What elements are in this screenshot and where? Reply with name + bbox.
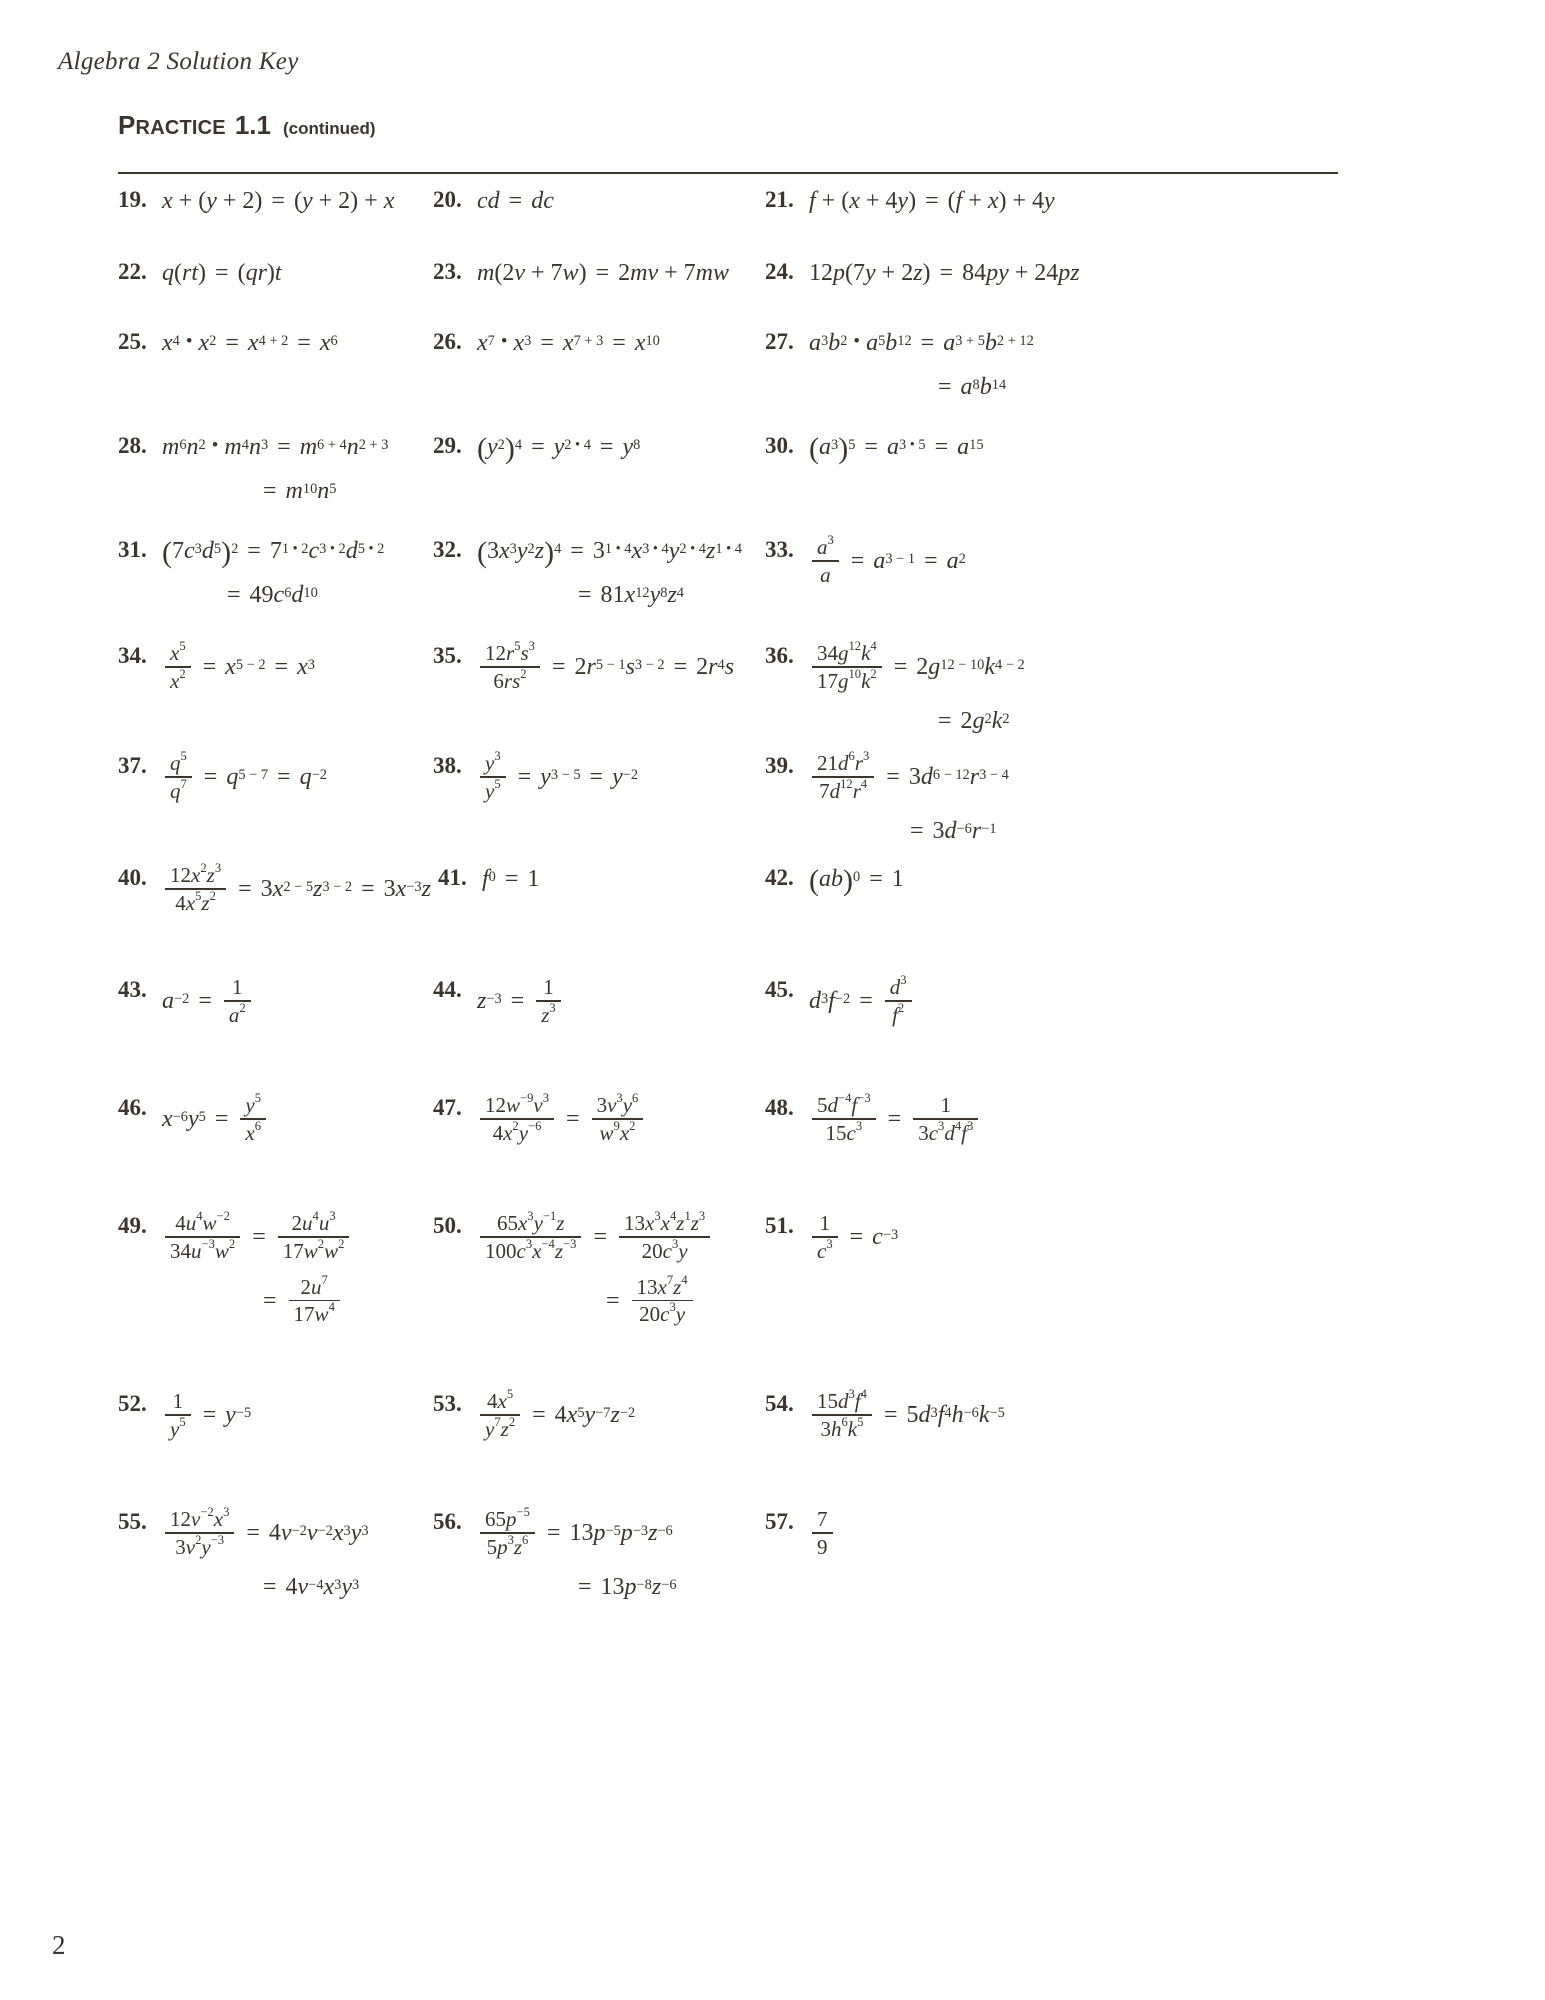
solution-line: = 4 v $^{-4}$ x $^3$ y $^3$: [263, 1573, 360, 1600]
problem-number: 36.: [765, 643, 794, 668]
problem-number: 25.: [118, 329, 147, 354]
solution-line: = 81 x $^{12}$ y $^8$ z $^4$: [578, 582, 684, 608]
problem-number: 30.: [765, 433, 794, 458]
problem-body: [477, 432, 641, 465]
solution-line: $\frac{a^3}{a}$ = a $^{3 - 1}$ = a $^2$: [809, 536, 966, 586]
fraction: $\frac{1}{y^5}$: [165, 1390, 191, 1440]
problem-number: 54.: [765, 1391, 794, 1416]
solution-line: = 13 p $^{-8}$ z $^{-6}$: [578, 1573, 677, 1600]
page-number: 2: [52, 1930, 66, 1960]
solution-line: $\frac{12v^{-2}x^3}{3v^2y^{-3}}$ = 4 v $^{-2}$ v $^{-2}$ x $^3$ y $^3$: [162, 1508, 369, 1558]
practice-label-initial: P: [118, 110, 136, 140]
fraction: $\frac{1}{a^2}$: [224, 976, 251, 1026]
solution-line: x $^7$ • x $^3$ = x $^{7 + 3}$ = x $^{10}$: [477, 330, 660, 356]
problem-25: [118, 328, 338, 358]
problem-27: [765, 328, 1034, 402]
problem-number: 45.: [765, 977, 794, 1002]
fraction: $\frac{21d^6r^3}{7d^{12}r^4}$: [812, 752, 874, 802]
problem-body: [809, 973, 915, 1027]
problem-number: 53.: [433, 1391, 462, 1416]
solution-line: $\frac{4u^4w^{-2}}{34u^{-3}w^2}$ = $\frac{2u^4u^3}{17w^2w^2}$: [162, 1212, 352, 1262]
problem-number: 19.: [118, 187, 147, 212]
problem-number: 22.: [118, 259, 147, 284]
problem-number: 50.: [433, 1213, 462, 1238]
problem-number: 52.: [118, 1391, 147, 1416]
problem-body: [162, 1091, 269, 1145]
solution-line: $\frac{12r^5s^3}{6rs^2}$ = 2 r $^{5 - 1}$ s $^{3 - 2}$ = 2 r $^4$ s: [477, 642, 734, 692]
problem-grid: [0, 186, 1545, 1668]
problem-44: [433, 976, 564, 1026]
problem-38: [433, 749, 639, 803]
problem-21: [765, 186, 1055, 216]
fraction: $\frac{4x^5}{y^7z^2}$: [480, 1390, 520, 1440]
problem-row: [0, 258, 1545, 328]
problem-number: 20.: [433, 187, 462, 212]
problem-37: [118, 749, 327, 803]
problem-body: [477, 1387, 636, 1441]
problem-28: [118, 432, 388, 506]
solution-line: = 3 d $^{-6}$ r $^{-1}$: [910, 817, 997, 844]
problem-number: 27.: [765, 329, 794, 354]
fraction: $\frac{1}{z^3}$: [536, 976, 560, 1026]
problem-body: [162, 432, 388, 506]
solution-line: q ( rt ) = ( qr ) t: [162, 260, 282, 286]
solution-line: ( y $^2$ ) $^4$ = y $^{2 • 4}$ = y $^8$: [477, 432, 641, 465]
solution-line: $\frac{5d^{-4}f^{-3}}{15c^3}$ = $\frac{1}{3c^3d^4f^3}$: [809, 1094, 981, 1144]
solution-line: z $^{-3}$ = $\frac{1}{z^3}$: [477, 976, 564, 1026]
problem-number: 44.: [433, 977, 462, 1002]
solution-line: a $^{-2}$ = $\frac{1}{a^2}$: [162, 976, 254, 1026]
fraction: $\frac{12r^5s^3}{6rs^2}$: [480, 642, 540, 692]
problem-body: [809, 1387, 1005, 1441]
problem-body: [162, 258, 282, 288]
problem-22: [118, 258, 282, 288]
fraction: $\frac{13x^3x^4z^1z^3}{20c^3y}$: [619, 1212, 710, 1262]
problem-body: [477, 749, 639, 803]
problem-number: 46.: [118, 1095, 147, 1120]
solution-line: [809, 1508, 836, 1558]
problem-body: [477, 1091, 646, 1145]
solution-line: = $\frac{13x^7z^4}{20c^3y}$: [477, 1276, 696, 1326]
solution-line: $\frac{12w^{-9}v^3}{4x^2y^{-6}}$ = $\frac{3v^3y^6}{w^9x^2}$: [477, 1094, 646, 1144]
problem-35: [433, 639, 735, 693]
problem-number: 47.: [433, 1095, 462, 1120]
problem-row: [0, 1091, 1545, 1212]
solution-line: cd = dc: [477, 188, 554, 214]
problem-34: [118, 639, 315, 693]
solution-line: x $^4$ • x $^2$ = x $^{4 + 2}$ = x $^6$: [162, 330, 338, 356]
solution-line: $\frac{1}{y^5}$ = y $^{-5}$: [162, 1390, 251, 1440]
problem-number: 31.: [118, 537, 147, 562]
solution-line: $\frac{65x^3y^{-1}z}{100c^3x^{-4}z^{-3}}$ = $\frac{13x^3x^4z^1z^3}{20c^3y}$: [477, 1212, 713, 1262]
solution-line: = 2 g $^2$ k $^2$: [938, 707, 1010, 734]
problem-row: [0, 1209, 1545, 1390]
solution-line: = 49 c $^6$ d $^{10}$: [227, 582, 318, 608]
problem-42: [765, 864, 904, 897]
problem-36: [765, 639, 1025, 736]
solution-line: $\frac{y^3}{y^5}$ = y $^{3 - 5}$ = y $^{-2}$: [477, 752, 638, 802]
problem-row: [0, 1387, 1545, 1508]
fraction: $\frac{5d^{-4}f^{-3}}{15c^3}$: [812, 1094, 876, 1144]
problem-19: [118, 186, 394, 216]
solution-line: m $^6$ n $^2$ • m $^4$ n $^3$ = m $^{6 + 4}$ n $^{2 + 3}$: [162, 434, 389, 460]
continued-label: (continued): [283, 119, 376, 138]
solution-line: = m $^{10}$ n $^5$: [263, 478, 337, 504]
problem-number: 41.: [438, 865, 467, 890]
problem-number: 24.: [765, 259, 794, 284]
problem-number: 55.: [118, 1509, 147, 1534]
solution-line: ( ab ) $^0$ = 1: [809, 864, 904, 897]
problem-26: [433, 328, 660, 358]
problem-number: 42.: [765, 865, 794, 890]
problem-43: [118, 976, 254, 1026]
problem-52: [118, 1390, 251, 1440]
problem-49: [118, 1209, 352, 1327]
problem-23: [433, 258, 729, 288]
solution-line: $\frac{12x^2z^3}{4x^5z^2}$ = 3 x $^{2 - 5}$ z $^{3 - 2}$ = 3 x $^{-3}$ z: [162, 864, 431, 914]
running-head: Algebra 2 Solution Key: [58, 48, 299, 75]
problem-body: [162, 1209, 352, 1327]
problem-body: [477, 186, 554, 216]
problem-body: [477, 1209, 713, 1327]
problem-31: [118, 536, 384, 610]
problem-body: [162, 861, 431, 915]
problem-row: [0, 639, 1545, 752]
solution-line: $\frac{34g^{12}k^4}{17g^{10}k^2}$ = 2 g $^{12 - 10}$ k $^{4 - 2}$: [809, 642, 1025, 692]
problem-32: [433, 536, 742, 610]
problem-number: 49.: [118, 1213, 147, 1238]
problem-number: 34.: [118, 643, 147, 668]
problem-48: [765, 1091, 981, 1145]
problem-body: [809, 186, 1055, 216]
problem-body: [809, 749, 1009, 846]
header-divider: [118, 172, 1338, 174]
problem-number: 56.: [433, 1509, 462, 1534]
problem-46: [118, 1091, 269, 1145]
solution-line: a $^3$ b $^2$ • a $^5$ b $^{12}$ = a $^{3 + 5}$ b $^{2 + 12}$: [809, 330, 1034, 356]
solution-line: f + ( x + 4 y ) = ( f + x ) + 4 y: [809, 188, 1055, 214]
problem-row: [0, 186, 1545, 258]
problem-body: [162, 186, 394, 216]
problem-body: [477, 1505, 677, 1602]
problem-number: 29.: [433, 433, 462, 458]
problem-47: [433, 1091, 646, 1145]
solution-line: $\frac{x^5}{x^2}$ = x $^{5 - 2}$ = x $^3$: [162, 642, 315, 692]
solution-line: x + ( y + 2 ) = ( y + 2 ) + x: [162, 188, 395, 214]
problem-57: [765, 1508, 836, 1558]
fraction: $\frac{1}{c^3}$: [812, 1212, 838, 1262]
problem-50: [433, 1209, 713, 1327]
problem-body: [477, 639, 735, 693]
problem-51: [765, 1212, 898, 1262]
solution-line: = $\frac{2u^7}{17w^4}$: [162, 1276, 343, 1326]
solution-line: $\frac{4x^5}{y^7z^2}$ = 4 x $^5$ y $^{-7}$ z $^{-2}$: [477, 1390, 635, 1440]
problem-number: 38.: [433, 753, 462, 778]
solution-line: ( 3 x $^3$ y $^2$ z ) $^4$ = 3 $^{1 • 4}$ x $^{3 • 4}$ y $^{2 • 4}$ z $^{1 • 4}$: [477, 536, 742, 569]
problem-row: [0, 861, 1545, 976]
problem-row: [0, 749, 1545, 864]
solution-line: $\frac{15d^3f^4}{3h^6k^5}$ = 5 d $^3$ f $^4$ h $^{-6}$ k $^{-5}$: [809, 1390, 1005, 1440]
problem-row: [0, 432, 1545, 536]
problem-20: [433, 186, 554, 216]
problem-body: [162, 536, 384, 610]
fraction: $\frac{12v^{-2}x^3}{3v^2y^{-3}}$: [165, 1508, 234, 1558]
solution-line: = a $^8$ b $^{14}$: [938, 374, 1007, 400]
problem-body: [162, 749, 327, 803]
fraction: $\frac{2u^4u^3}{17w^2w^2}$: [278, 1212, 350, 1262]
problem-row: [0, 328, 1545, 432]
problem-body: [162, 639, 315, 693]
problem-number: 40.: [118, 865, 147, 890]
problem-body: [809, 533, 966, 587]
problem-row: [0, 533, 1545, 642]
problem-body: [162, 1390, 251, 1440]
solution-line: $\frac{q^5}{q^7}$ = q $^{5 - 7}$ = q $^{-2}$: [162, 752, 327, 802]
problem-39: [765, 749, 1009, 846]
solution-line: $\frac{21d^6r^3}{7d^{12}r^4}$ = 3 d $^{6 - 12}$ r $^{3 - 4}$: [809, 752, 1009, 802]
problem-body: [809, 864, 904, 897]
fraction: $\frac{65p^{-5}}{5p^3z^6}$: [480, 1508, 535, 1558]
problem-number: 32.: [433, 537, 462, 562]
problem-56: [433, 1505, 677, 1602]
solution-line: $\frac{65p^{-5}}{5p^3z^6}$ = 13 p $^{-5}$ p $^{-3}$ z $^{-6}$: [477, 1508, 673, 1558]
problem-body: [477, 536, 742, 610]
problem-number: 51.: [765, 1213, 794, 1238]
fraction: $\frac{3v^3y^6}{w^9x^2}$: [592, 1094, 644, 1144]
solution-line: ( a $^3$ ) $^5$ = a $^{3 • 5}$ = a $^{15}$: [809, 432, 984, 465]
problem-body: [162, 1505, 369, 1602]
solution-line: f $^0$ = 1: [482, 866, 540, 892]
solution-line: ( 7 c $^3$ d $^5$ ) $^2$ = 7 $^{1 • 2}$ c $^{3 • 2}$ d $^{5 • 2}$: [162, 536, 385, 569]
problem-body: [162, 976, 254, 1026]
fraction: $\frac{d^3}{f^2}$: [885, 976, 912, 1026]
fraction: $\frac{65x^3y^{-1}z}{100c^3x^{-4}z^{-3}}$: [480, 1212, 581, 1262]
problem-40: [118, 861, 431, 915]
fraction: $\frac{q^5}{q^7}$: [165, 752, 192, 802]
problem-number: 37.: [118, 753, 147, 778]
solution-line: 12 p ( 7 y + 2 z ) = 84 py + 24 pz: [809, 260, 1080, 286]
fraction: $\frac{34g^{12}k^4}{17g^{10}k^2}$: [812, 642, 882, 692]
problem-number: 57.: [765, 1509, 794, 1534]
problem-number: 48.: [765, 1095, 794, 1120]
problem-45: [765, 973, 915, 1027]
fraction: $\frac{12w^{-9}v^3}{4x^2y^{-6}}$: [480, 1094, 554, 1144]
solution-line: $\frac{1}{c^3}$ = c $^{-3}$: [809, 1212, 898, 1262]
solution-line: d $^3$ f $^{-2}$ = $\frac{d^3}{f^2}$: [809, 976, 915, 1026]
problem-body: [477, 258, 729, 288]
section-header: [118, 110, 1338, 141]
fraction: $\frac{y^3}{y^5}$: [480, 752, 506, 802]
problem-body: [809, 258, 1080, 288]
fraction: $\frac{15d^3f^4}{3h^6k^5}$: [812, 1390, 872, 1440]
fraction: $\frac{7}{9}$: [812, 1508, 833, 1558]
problem-number: 43.: [118, 977, 147, 1002]
problem-55: [118, 1505, 369, 1602]
problem-row: [0, 1505, 1545, 1668]
problem-number: 35.: [433, 643, 462, 668]
problem-body: [482, 864, 539, 894]
practice-label: [118, 110, 226, 141]
fraction: $\frac{13x^7z^4}{20c^3y}$: [632, 1276, 693, 1326]
problem-number: 26.: [433, 329, 462, 354]
problem-number: 21.: [765, 187, 794, 212]
problem-body: [809, 432, 984, 465]
problem-body: [477, 976, 564, 1026]
problem-54: [765, 1387, 1005, 1441]
problem-body: [809, 639, 1025, 736]
problem-53: [433, 1387, 636, 1441]
fraction: $\frac{12x^2z^3}{4x^5z^2}$: [165, 864, 226, 914]
problem-row: [0, 973, 1545, 1094]
solution-line: m ( 2 v + 7 w ) = 2 mv + 7 mw: [477, 260, 729, 286]
problem-body: [809, 1508, 836, 1558]
fraction: $\frac{y^5}{x^6}$: [240, 1094, 266, 1144]
problem-body: [809, 328, 1034, 402]
fraction: $\frac{a^3}{a}$: [812, 536, 839, 586]
problem-number: 23.: [433, 259, 462, 284]
problem-33: [765, 533, 966, 587]
fraction: $\frac{1}{3c^3d^4f^3}$: [913, 1094, 978, 1144]
problem-body: [809, 1091, 981, 1145]
fraction: $\frac{x^5}{x^2}$: [165, 642, 191, 692]
problem-number: 39.: [765, 753, 794, 778]
solution-line: x $^{-6}$ y $^5$ = $\frac{y^5}{x^6}$: [162, 1094, 269, 1144]
practice-number: 1.1: [234, 110, 271, 140]
problem-41: [438, 864, 539, 894]
problem-24: [765, 258, 1080, 288]
problem-body: [162, 328, 338, 358]
problem-30: [765, 432, 984, 465]
problem-29: [433, 432, 641, 465]
problem-body: [477, 328, 660, 358]
problem-body: [809, 1212, 898, 1262]
problem-number: 33.: [765, 537, 794, 562]
problem-number: 28.: [118, 433, 147, 458]
fraction: $\frac{2u^7}{17w^4}$: [289, 1276, 340, 1326]
fraction: $\frac{4u^4w^{-2}}{34u^{-3}w^2}$: [165, 1212, 240, 1262]
practice-label-rest: RACTICE: [135, 117, 226, 139]
